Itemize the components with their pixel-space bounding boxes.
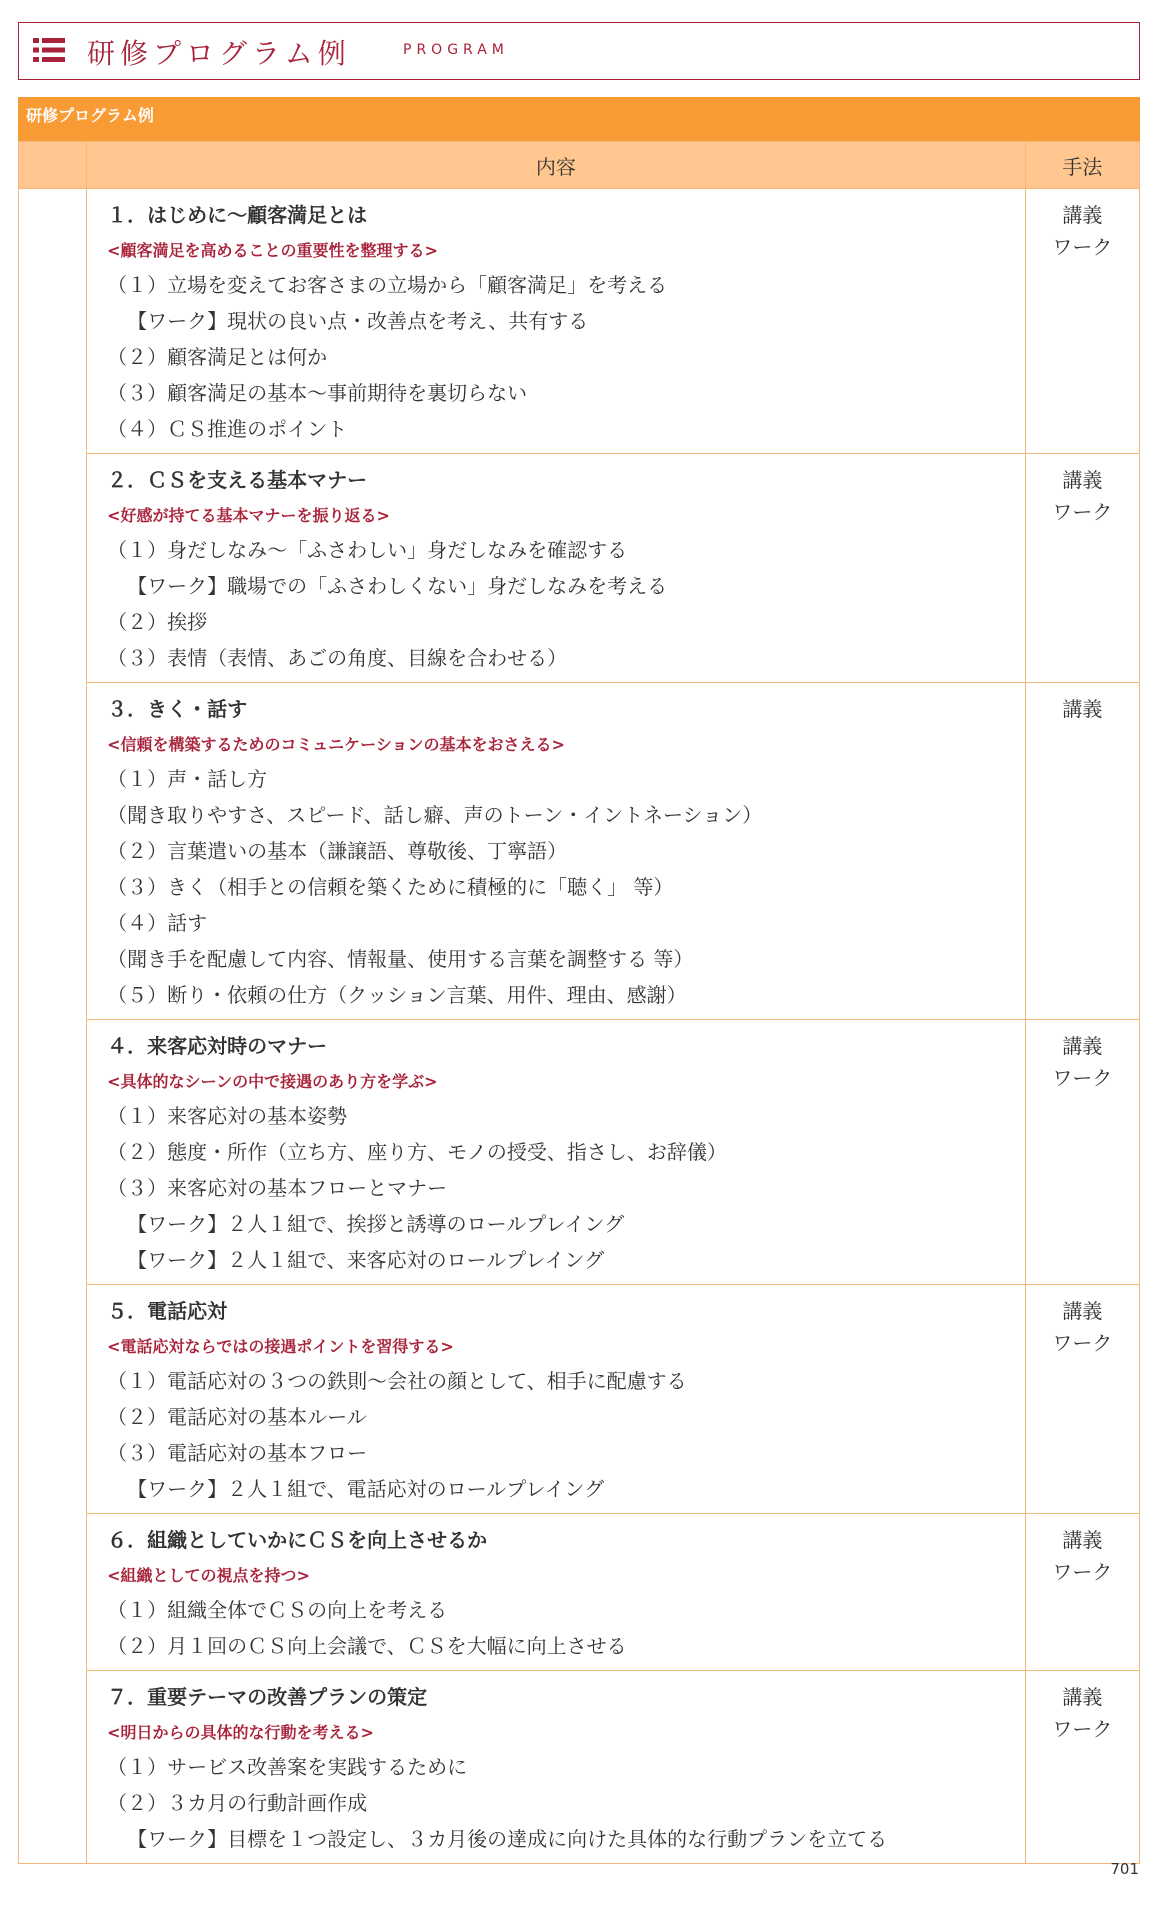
method-label: 講義 [1062,1034,1103,1058]
program-item: 【ワーク】２人１組で、来客応対のロールプレイング [127,1248,605,1272]
list-icon [33,38,65,62]
section-goal: <組織としての視点を持つ> [107,1566,310,1585]
content-cell [87,1020,1026,1285]
page-subtitle: PROGRAM [403,42,509,58]
method-cell [1025,683,1139,1020]
program-item: （２）３カ月の行動計画作成 [107,1791,368,1815]
section-goal: <電話応対ならではの接遇ポイントを習得する> [107,1337,454,1356]
program-item: （２）電話応対の基本ルール [107,1405,367,1429]
program-item: （２）態度・所作（立ち方、座り方、モノの授受、指さし、お辞儀） [107,1140,727,1164]
program-item: （２）挨拶 [107,610,208,634]
program-item: （１）立場を変えてお客さまの立場から「顧客満足」を考える [107,273,668,297]
program-item: 【ワーク】現状の良い点・改善点を考え、共有する [127,309,589,333]
program-item: （２）顧客満足とは何か [107,345,328,369]
spacer-cell [19,189,87,1864]
program-item: （３）きく（相手との信頼を築くために積極的に「聴く」 等） [107,875,674,899]
program-item: （３）来客応対の基本フローとマナー [107,1176,448,1200]
program-item: （５）断り・依頼の仕方（クッション言葉、用件、理由、感謝） [107,983,687,1007]
program-item: （２）言葉遣いの基本（謙譲語、尊敬後、丁寧語） [107,839,568,863]
section-title: ７．重要テーマの改善プランの策定 [107,1685,428,1709]
program-item: （１）来客応対の基本姿勢 [107,1104,348,1128]
section-title: ４．来客応対時のマナー [107,1034,328,1058]
section-title: ５．電話応対 [107,1299,228,1323]
program-item: （１）サービス改善案を実践するために [107,1755,468,1779]
program-item: （１）組織全体でＣＳの向上を考える [107,1598,448,1622]
method-cell [1025,1671,1139,1864]
program-item: 【ワーク】目標を１つ設定し、３カ月後の達成に向けた具体的な行動プランを立てる [127,1827,888,1851]
program-item: （３）顧客満足の基本～事前期待を裏切らない [107,381,528,405]
method-cell [1025,1514,1139,1671]
section-goal: <信頼を構築するためのコミュニケーションの基本をおさえる> [107,735,565,754]
method-label: ワーク [1052,235,1113,259]
content-cell [87,1514,1026,1671]
section-goal: <好感が持てる基本マナーを振り返る> [107,506,390,525]
method-label: 講義 [1062,203,1103,227]
table-row [19,454,1140,683]
table-caption: 研修プログラム例 [18,97,1140,141]
program-item: （３）表情（表情、あごの角度、目線を合わせる） [107,646,568,670]
program-item: （聞き取りやすさ、スピード、話し癖、声のトーン・イントネーション） [107,803,763,827]
table-row [19,1285,1140,1514]
content-cell [87,1671,1026,1864]
section-title: １．はじめに～顧客満足とは [107,203,368,227]
method-label: 講義 [1062,697,1103,721]
method-label: ワーク [1052,1560,1113,1584]
program-item: 【ワーク】２人１組で、電話応対のロールプレイング [127,1477,605,1501]
method-label: ワーク [1052,500,1113,524]
method-cell [1025,1020,1139,1285]
column-header-method: 手法 [1025,142,1139,189]
program-table-body [19,189,1140,1864]
section-goal: <明日からの具体的な行動を考える> [107,1723,374,1742]
program-item: （２）月１回のＣＳ向上会議で、ＣＳを大幅に向上させる [107,1634,627,1658]
section-title: ６．組織としていかにＣＳを向上させるか [107,1528,488,1552]
method-cell [1025,189,1139,454]
method-cell [1025,1285,1139,1514]
program-item: （４）ＣＳ推進のポイント [107,417,348,441]
method-label: ワーク [1052,1066,1113,1090]
content-cell [87,189,1026,454]
table-row [19,1671,1140,1864]
table-row [19,1020,1140,1285]
content-cell [87,454,1026,683]
program-item: （３）電話応対の基本フロー [107,1441,368,1465]
table-row [19,1514,1140,1671]
method-label: ワーク [1052,1331,1113,1355]
method-label: 講義 [1062,468,1103,492]
page-title: 研修プログラム例 [87,37,351,70]
program-item: （聞き手を配慮して内容、情報量、使用する言葉を調整する 等） [107,947,694,971]
page-header [18,22,1140,80]
program-table [18,141,1140,1864]
program-item: 【ワーク】２人１組で、挨拶と誘導のロールプレイング [127,1212,625,1236]
method-label: 講義 [1062,1528,1103,1552]
section-title: ３．きく・話す [107,697,248,721]
column-header-content: 内容 [87,142,1026,189]
section-goal: <具体的なシーンの中で接遇のあり方を学ぶ> [107,1072,438,1091]
program-item: （４）話す [107,911,208,935]
header-spacer-cell [19,142,87,189]
method-label: 講義 [1062,1299,1103,1323]
program-item: （１）声・話し方 [107,767,268,791]
method-label: ワーク [1052,1717,1113,1741]
table-row [19,189,1140,454]
program-item: （１）身だしなみ～「ふさわしい」身だしなみを確認する [107,538,628,562]
section-goal: <顧客満足を高めることの重要性を整理する> [107,241,438,260]
method-cell [1025,454,1139,683]
program-item: （１）電話応対の３つの鉄則～会社の顔として、相手に配慮する [107,1369,687,1393]
table-row [19,683,1140,1020]
content-cell [87,683,1026,1020]
page-number: 701 [1110,1860,1139,1878]
section-title: ２．ＣＳを支える基本マナー [107,468,368,492]
method-label: 講義 [1062,1685,1103,1709]
program-item: 【ワーク】職場での「ふさわしくない」身だしなみを考える [127,574,668,598]
content-cell [87,1285,1026,1514]
